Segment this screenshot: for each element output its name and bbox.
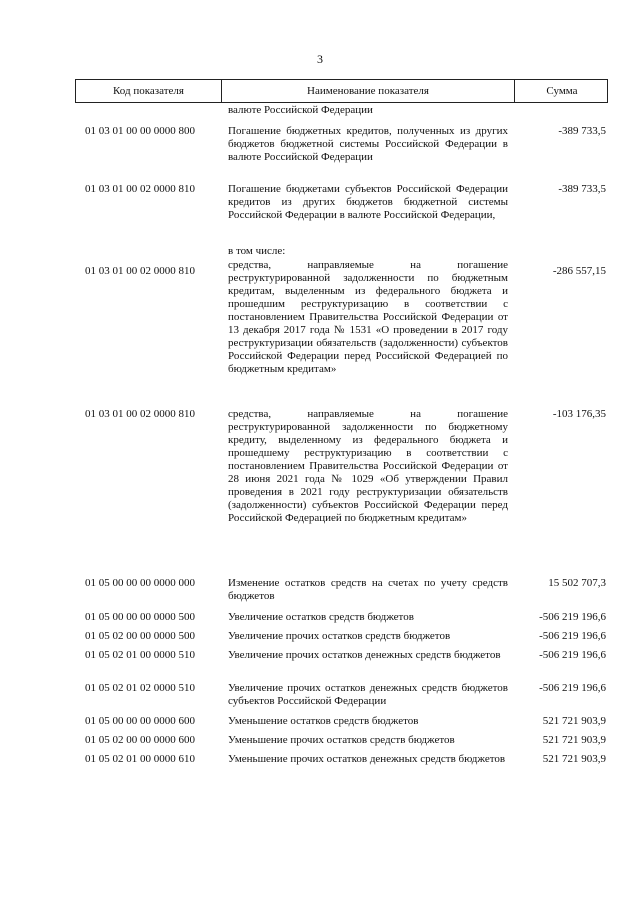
row-sum: -506 219 196,6 <box>539 682 606 694</box>
row-code: 01 05 02 00 00 0000 600 <box>85 734 195 746</box>
row-code: 01 05 00 00 00 0000 500 <box>85 611 195 623</box>
row-name: средства, направляемые на погашение реструктурированной задолженности по бюджетным кредитам, выделенным из федерального бюджета и прошедшим реструктуризацию в соответствии с постановлением Правительства Российской Федерации от 13 декабря 2017 года № 1531 «О проведении в 2017 году реструктуризации обязательств (задолженности) субъектов Российской Федерации перед Российской Федерацией по бюджетным кредитам» <box>228 259 508 375</box>
table-row <box>75 630 608 643</box>
row-name: Уменьшение прочих остатков средств бюджетов <box>228 734 455 746</box>
row-code: 01 03 01 00 00 0000 800 <box>85 125 195 137</box>
table-header <box>75 79 608 103</box>
row-name: Увеличение прочих остатков средств бюджетов <box>228 630 451 642</box>
row-code: 01 05 02 01 02 0000 510 <box>85 682 195 694</box>
row-name: Уменьшение прочих остатков денежных средств бюджетов <box>228 753 506 765</box>
table-row <box>75 259 608 376</box>
table-row <box>75 682 608 708</box>
row-sum: -389 733,5 <box>558 125 606 137</box>
row-sum: -286 557,15 <box>552 265 606 277</box>
row-sum: 521 721 903,9 <box>542 715 606 727</box>
row-code: 01 03 01 00 02 0000 810 <box>85 183 195 195</box>
row-name: в том числе: <box>228 245 286 257</box>
row-code: 01 03 01 00 02 0000 810 <box>85 408 195 420</box>
row-sum <box>513 245 608 258</box>
table-row <box>75 245 608 258</box>
row-name: Погашение бюджетами субъектов Российской Федерации кредитов из других бюджетов бюджетной системы Российской Федерации в валюте Российской Федерации, <box>228 183 508 221</box>
row-sum: -506 219 196,6 <box>539 630 606 642</box>
row-code: 01 05 02 01 00 0000 610 <box>85 753 195 765</box>
row-code: 01 03 01 00 02 0000 810 <box>85 265 195 277</box>
row-name: Изменение остатков средств на счетах по учету средств бюджетов <box>228 577 508 602</box>
row-sum: -103 176,35 <box>552 408 606 420</box>
row-code: 01 05 00 00 00 0000 600 <box>85 715 195 727</box>
row-name: Уменьшение остатков средств бюджетов <box>228 715 419 727</box>
row-sum: -506 219 196,6 <box>539 611 606 623</box>
header-code: Код показателя <box>113 85 184 97</box>
row-code: 01 05 02 01 00 0000 510 <box>85 649 195 661</box>
row-name: Увеличение прочих остатков денежных средств бюджетов субъектов Российской Федерации <box>228 682 508 707</box>
row-sum <box>513 104 608 117</box>
row-sum: -506 219 196,6 <box>539 649 606 661</box>
table-row <box>75 408 608 525</box>
row-sum: 521 721 903,9 <box>542 753 606 765</box>
row-name: валюте Российской Федерации <box>228 104 373 116</box>
row-name: Погашение бюджетных кредитов, полученных из других бюджетов бюджетной системы Российской Федерации в валюте Российской Федерации <box>228 125 508 163</box>
row-code <box>75 104 220 117</box>
row-name: Увеличение прочих остатков денежных средств бюджетов <box>228 649 501 661</box>
table-row <box>75 649 608 662</box>
header-name: Наименование показателя <box>221 80 514 102</box>
table-row <box>75 577 608 603</box>
row-name: Увеличение остатков средств бюджетов <box>228 611 414 623</box>
table-row <box>75 715 608 728</box>
row-sum: 521 721 903,9 <box>542 734 606 746</box>
row-sum: -389 733,5 <box>558 183 606 195</box>
table-row <box>75 734 608 747</box>
row-code <box>75 245 220 258</box>
header-sum: Сумма <box>514 80 609 102</box>
row-code: 01 05 02 00 00 0000 500 <box>85 630 195 642</box>
page-number: 3 <box>317 52 323 66</box>
row-sum: 15 502 707,3 <box>548 577 606 589</box>
table-row <box>75 104 608 117</box>
table-row <box>75 753 608 766</box>
table-row <box>75 183 608 222</box>
row-code: 01 05 00 00 00 0000 000 <box>85 577 195 589</box>
table-row <box>75 125 608 164</box>
row-name: средства, направляемые на погашение реструктурированной задолженности по бюджетному кредиту, выделенному из федерального бюджета и прошедшему реструктуризацию в соответствии с постановлением Правительства Российской Федерации от 28 июня 2021 года № 1029 «Об утверждении Правил проведения в 2021 году реструктуризации обязательств (задолженности) субъектов Российской Федерации перед Российской Федерацией по бюджетным кредитам» <box>228 408 508 524</box>
table-row <box>75 611 608 624</box>
